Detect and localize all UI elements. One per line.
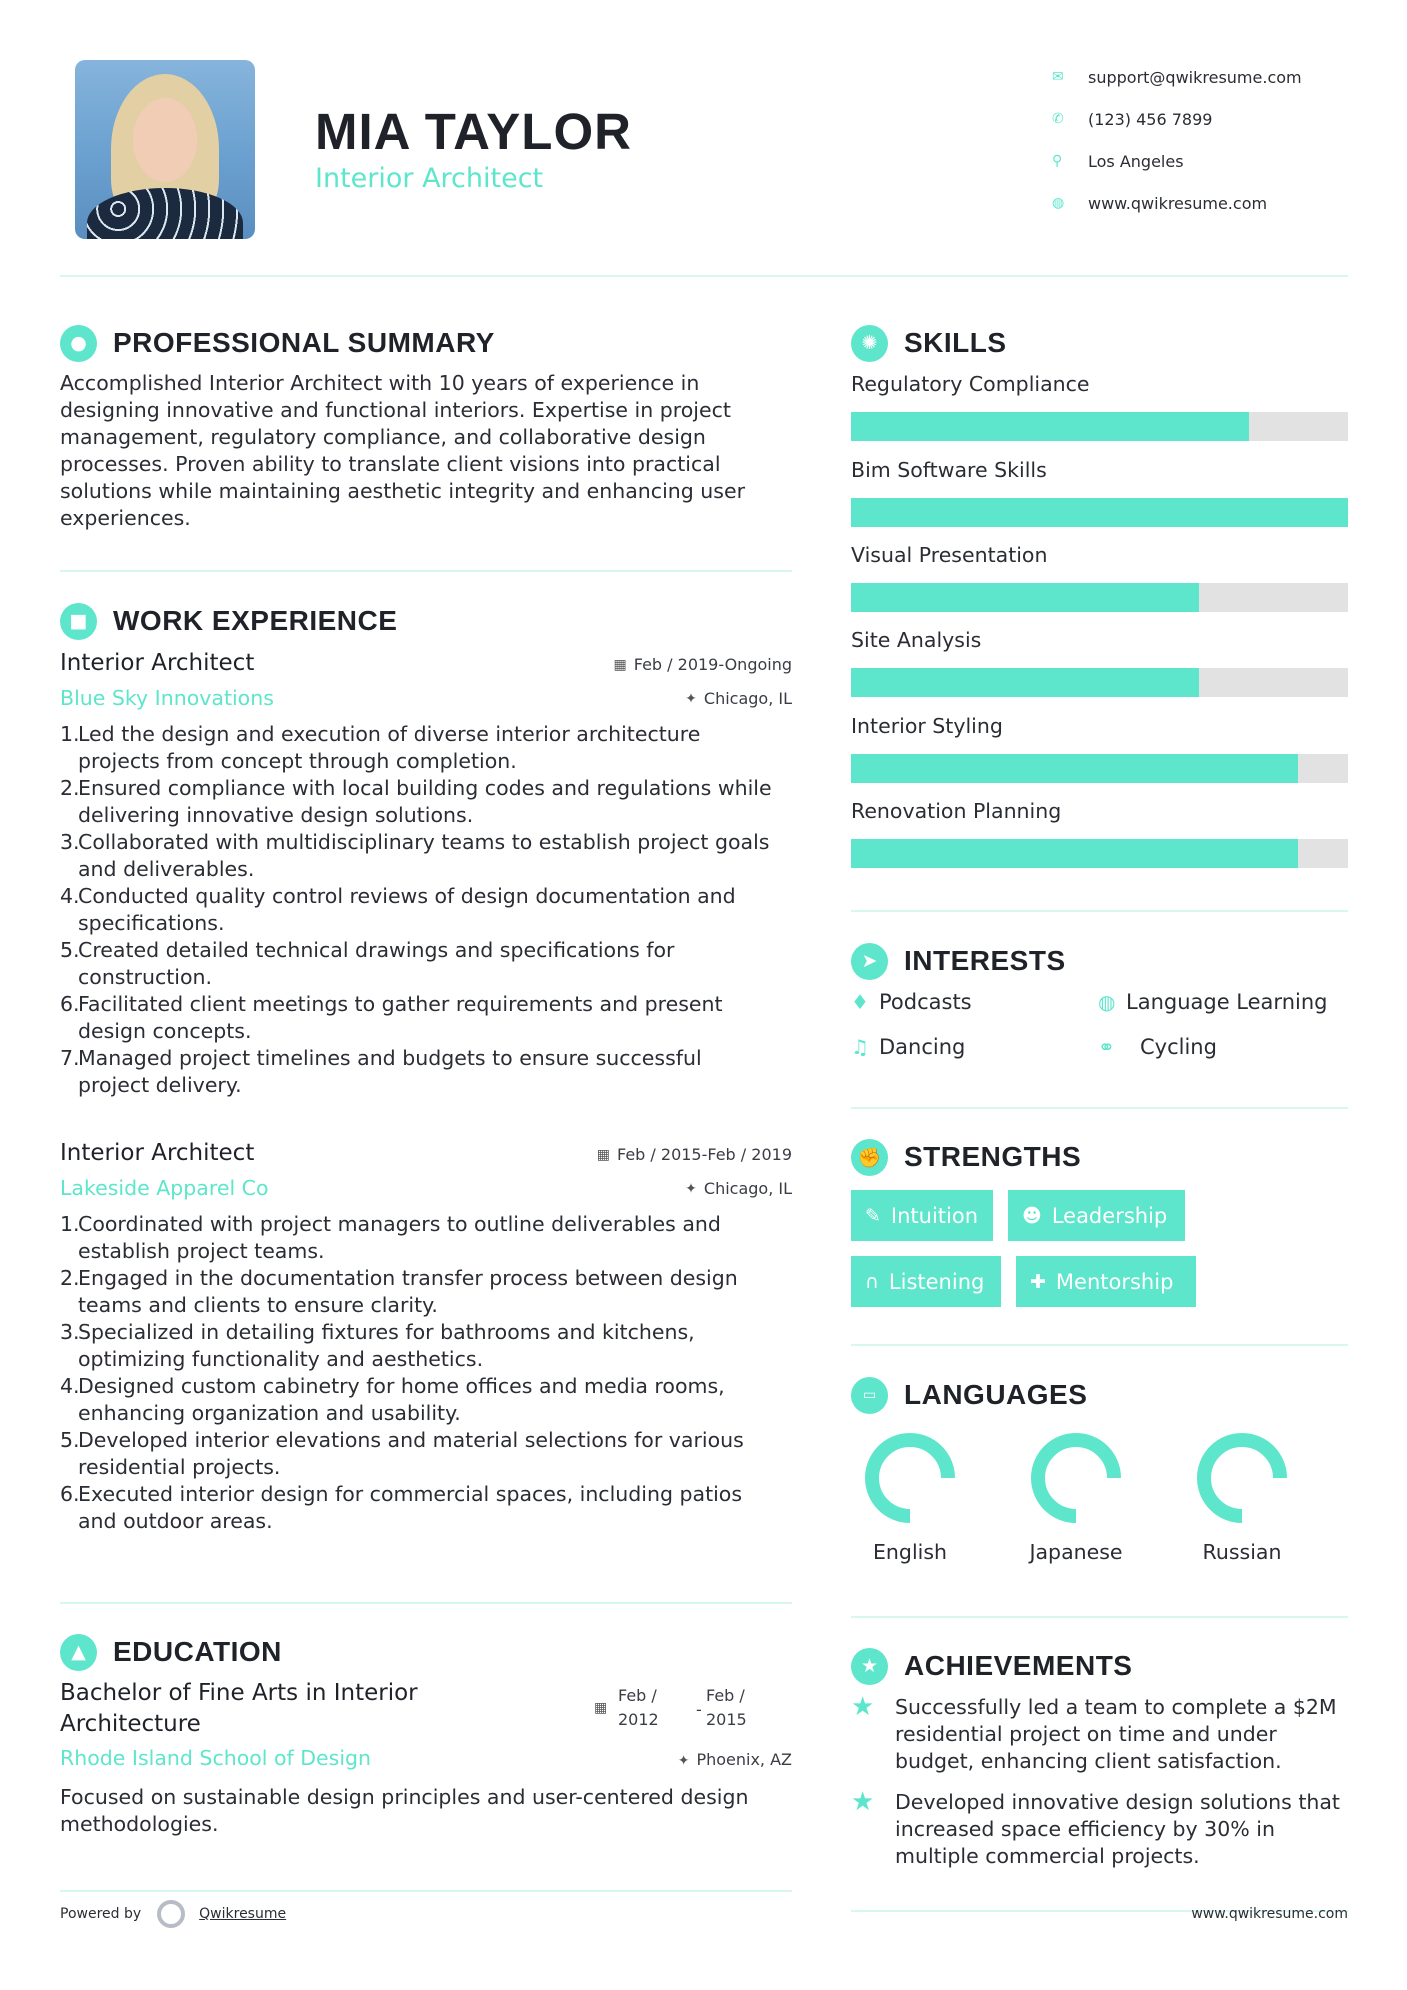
job-date <box>614 655 792 674</box>
interest-label: Cycling <box>1140 1035 1217 1059</box>
strength-label: Intuition <box>890 1203 979 1228</box>
work-heading <box>60 601 397 641</box>
list-number: 4. <box>60 884 80 908</box>
education-description <box>60 1784 748 1838</box>
users-icon: ☻ <box>1022 1204 1042 1227</box>
skill-bar-fill <box>851 754 1298 783</box>
list-item <box>60 937 792 991</box>
list-line: Engaged in the documentation transfer process between design <box>78 1266 738 1290</box>
list-line: specifications. <box>78 911 225 935</box>
skill-label: Renovation Planning <box>851 799 1062 823</box>
contact-location-text: Los Angeles <box>1088 151 1184 171</box>
contact-email[interactable] <box>1052 56 1352 98</box>
list-number: 5. <box>60 938 80 962</box>
achievement-line: budget, enhancing client satisfaction. <box>895 1749 1282 1773</box>
job-company: Lakeside Apparel Co <box>60 1176 269 1200</box>
language-label: Japanese <box>1029 1540 1123 1564</box>
contact-website-text: www.qwikresume.com <box>1088 193 1268 213</box>
list-item <box>60 1211 792 1265</box>
job-duties <box>60 721 792 1099</box>
summary-text <box>60 370 792 532</box>
strengths-heading-text: STRENGTHS <box>904 1141 1082 1172</box>
skills-divider <box>851 910 1348 912</box>
skill-bar <box>851 668 1348 697</box>
list-item <box>60 775 792 829</box>
job-location <box>685 1179 792 1198</box>
job-location-text: Chicago, IL <box>703 1179 792 1198</box>
strength-pill <box>851 1190 993 1241</box>
education-heading <box>60 1632 282 1672</box>
languages-heading-text: LANGUAGES <box>904 1379 1088 1410</box>
list-text <box>78 829 769 883</box>
summary-line: management, regulatory compliance, and collaborative design <box>60 425 706 449</box>
job-date <box>597 1145 792 1164</box>
school-name: Rhode Island School of Design <box>60 1746 372 1770</box>
language-item <box>1006 1428 1146 1564</box>
list-line: Coordinated with project managers to outline deliverables and <box>78 1212 721 1236</box>
list-text <box>78 1373 725 1427</box>
job-location <box>685 689 792 708</box>
education-start <box>618 1684 659 1732</box>
list-text <box>78 883 736 937</box>
skill-bar <box>851 412 1348 441</box>
list-line: Managed project timelines and budgets to ensure successful <box>78 1046 702 1070</box>
language-card-icon: ▭ <box>851 1377 888 1414</box>
summary-line: processes. Proven ability to translate client visions into practical <box>60 452 721 476</box>
education-location <box>678 1750 792 1769</box>
contact-location <box>1052 140 1352 182</box>
list-line: Ensured compliance with local building codes and regulations while <box>78 776 772 800</box>
music-note-icon: ♫ <box>851 1035 869 1059</box>
list-line: Developed interior elevations and material selections for various <box>78 1428 744 1452</box>
date-line: Feb / <box>706 1686 745 1705</box>
pin-icon: ✦ <box>685 690 697 707</box>
list-item <box>60 991 792 1045</box>
list-text <box>78 1481 742 1535</box>
date-line: 2012 <box>618 1710 659 1729</box>
graduation-icon: ▲ <box>60 1634 97 1671</box>
contact-phone-text: (123) 456 7899 <box>1088 109 1213 129</box>
skill-item <box>851 797 1348 868</box>
list-number: 7. <box>60 1046 80 1070</box>
summary-line: experiences. <box>60 506 191 530</box>
strengths-heading <box>851 1137 1081 1177</box>
interest-item <box>851 990 972 1014</box>
achievements-heading-text: ACHIEVEMENTS <box>904 1650 1133 1681</box>
skill-bar-fill <box>851 668 1199 697</box>
skill-item <box>851 456 1348 527</box>
skill-bar <box>851 839 1348 868</box>
job-location-text: Chicago, IL <box>703 689 792 708</box>
list-text <box>78 937 674 991</box>
language-label: Russian <box>1202 1540 1282 1564</box>
brand-link[interactable]: Qwikresume <box>199 1906 287 1922</box>
list-line: establish project teams. <box>78 1239 325 1263</box>
education-divider <box>60 1890 792 1892</box>
list-number: 3. <box>60 830 80 854</box>
list-item <box>60 1373 792 1427</box>
language-label: English <box>872 1540 948 1564</box>
skill-label: Interior Styling <box>851 714 1003 738</box>
description-line: methodologies. <box>60 1812 219 1836</box>
achievement-item <box>851 1694 1351 1775</box>
star-icon: ★ <box>851 1787 875 1817</box>
list-number: 6. <box>60 992 80 1016</box>
list-text <box>78 721 700 775</box>
list-line: Collaborated with multidisciplinary teams to establish project goals <box>78 830 770 854</box>
education-heading-text: EDUCATION <box>113 1636 282 1667</box>
skill-bar-fill <box>851 839 1298 868</box>
interest-label: Language Learning <box>1126 990 1328 1014</box>
contact-email-text: support@qwikresume.com <box>1088 67 1302 87</box>
language-gauge-arc <box>1038 1440 1114 1516</box>
bicycle-icon: ⚭ <box>1098 1035 1115 1059</box>
list-line: projects from concept through completion. <box>78 749 517 773</box>
list-item <box>60 1427 792 1481</box>
achievement-line: increased space efficiency by 30% in <box>895 1817 1275 1841</box>
pin-icon: ✦ <box>685 1180 697 1197</box>
list-text <box>78 991 723 1045</box>
date-separator: - <box>696 1700 702 1719</box>
list-item <box>60 1481 792 1535</box>
summary-line: designing innovative and functional interiors. Expertise in project <box>60 398 731 422</box>
magic-wand-icon: ✎ <box>865 1204 881 1227</box>
powered-by <box>60 1900 286 1928</box>
list-number: 6. <box>60 1482 80 1506</box>
interest-label: Dancing <box>879 1035 966 1059</box>
description-line: Focused on sustainable design principles and user-centered design <box>60 1785 749 1809</box>
list-line: construction. <box>78 965 213 989</box>
interests-heading-text: INTERESTS <box>904 945 1066 976</box>
calendar-icon: ▦ <box>594 1700 608 1716</box>
language-gauge-arc <box>872 1440 948 1516</box>
achievement-item <box>851 1789 1351 1870</box>
list-item <box>60 721 792 775</box>
summary-line: Accomplished Interior Architect with 10 years of experience in <box>60 371 700 395</box>
skill-bar <box>851 583 1348 612</box>
strength-pill <box>1016 1256 1196 1307</box>
language-gauge <box>860 1428 960 1528</box>
language-gauge <box>1192 1428 1292 1528</box>
languages-divider <box>851 1616 1348 1618</box>
list-number: 4. <box>60 1374 80 1398</box>
summary-heading <box>60 323 495 363</box>
list-line: residential projects. <box>78 1455 281 1479</box>
skill-bar-fill <box>851 412 1249 441</box>
list-line: and deliverables. <box>78 857 255 881</box>
achievement-line: multiple commercial projects. <box>895 1844 1200 1868</box>
achievement-line: Successfully led a team to complete a $2M <box>895 1695 1337 1719</box>
job-role: Interior Architect <box>60 1140 255 1166</box>
lightbulb-icon: ✺ <box>851 325 888 362</box>
list-number: 1. <box>60 1212 80 1236</box>
education-entry <box>60 1678 792 1838</box>
job-entry <box>60 645 792 1099</box>
achievements-heading <box>851 1646 1132 1686</box>
language-item <box>1172 1428 1312 1564</box>
interest-item <box>1098 1035 1217 1059</box>
profile-photo <box>75 60 255 239</box>
user-plus-icon: ✚ <box>1030 1270 1046 1293</box>
pin-icon: ✦ <box>677 1753 690 1769</box>
strength-pill <box>1008 1190 1185 1241</box>
job-date-text: Feb / 2019-Ongoing <box>633 655 792 674</box>
star-icon: ★ <box>851 1692 875 1722</box>
job-duties <box>60 1211 792 1535</box>
footer-url[interactable]: www.qwikresume.com <box>1191 1906 1348 1922</box>
interest-item <box>851 1035 965 1059</box>
list-text <box>78 1265 738 1319</box>
skill-label: Visual Presentation <box>851 543 1048 567</box>
degree-line: Bachelor of Fine Arts in Interior <box>60 1680 418 1706</box>
skill-bar-fill <box>851 583 1199 612</box>
list-text <box>78 1319 695 1373</box>
globe-icon: ◍ <box>1098 990 1116 1014</box>
list-text <box>78 1427 744 1481</box>
calendar-icon: ▦ <box>613 656 627 673</box>
strengths-divider <box>851 1344 1348 1346</box>
star-badge-icon: ★ <box>851 1648 888 1685</box>
strength-label: Listening <box>888 1269 985 1294</box>
candidate-name: MIA TAYLOR <box>315 103 632 160</box>
skill-item <box>851 541 1348 612</box>
list-item <box>60 1045 792 1099</box>
list-line: teams and clients to ensure clarity. <box>78 1293 438 1317</box>
location-pin-icon: ⚲ <box>1052 153 1063 169</box>
list-line: delivering innovative design solutions. <box>78 803 474 827</box>
list-number: 3. <box>60 1320 80 1344</box>
skill-item <box>851 370 1348 441</box>
paper-plane-icon: ➤ <box>851 943 888 980</box>
contact-website[interactable] <box>1052 182 1352 224</box>
work-heading-text: WORK EXPERIENCE <box>113 605 398 636</box>
skill-bar-fill <box>851 498 1348 527</box>
languages-heading <box>851 1375 1087 1415</box>
work-divider <box>60 1602 792 1604</box>
date-line: 2015 <box>706 1710 747 1729</box>
degree-line: Architecture <box>60 1711 201 1737</box>
skill-item <box>851 626 1348 697</box>
strength-label: Leadership <box>1051 1203 1168 1228</box>
list-line: and outdoor areas. <box>78 1509 273 1533</box>
job-company: Blue Sky Innovations <box>60 686 274 710</box>
powered-by-label: Powered by <box>60 1906 142 1922</box>
skill-item <box>851 712 1348 783</box>
skill-bar <box>851 754 1348 783</box>
skills-heading <box>851 323 1007 363</box>
date-line: Feb / <box>618 1686 657 1705</box>
summary-line: solutions while maintaining aesthetic integrity and enhancing user <box>60 479 745 503</box>
skill-label: Site Analysis <box>851 628 982 652</box>
skills-heading-text: SKILLS <box>904 327 1007 358</box>
list-line: Designed custom cabinetry for home offices and media rooms, <box>78 1374 725 1398</box>
job-entry <box>60 1135 792 1535</box>
degree-title <box>60 1678 792 1740</box>
list-line: Executed interior design for commercial spaces, including patios <box>78 1482 743 1506</box>
briefcase-icon: ■ <box>60 603 97 640</box>
job-role: Interior Architect <box>60 650 255 676</box>
list-text <box>78 1211 721 1265</box>
list-item <box>60 1319 792 1373</box>
list-item <box>60 829 792 883</box>
list-line: design concepts. <box>78 1019 252 1043</box>
list-line: optimizing functionality and aesthetics. <box>78 1347 484 1371</box>
list-line: Specialized in detailing fixtures for bathrooms and kitchens, <box>78 1320 695 1344</box>
achievement-text <box>895 1789 1340 1870</box>
summary-heading-text: PROFESSIONAL SUMMARY <box>113 327 495 358</box>
list-text <box>78 1045 702 1099</box>
globe-icon: ◍ <box>1052 195 1065 211</box>
interest-label: Podcasts <box>879 990 972 1014</box>
calendar-icon: ▦ <box>596 1146 610 1163</box>
candidate-title: Interior Architect <box>315 163 544 194</box>
list-number: 1. <box>60 722 80 746</box>
photo-face <box>133 98 197 182</box>
language-gauge <box>1026 1428 1126 1528</box>
achievement-line: Developed innovative design solutions that <box>895 1790 1340 1814</box>
list-number: 2. <box>60 1266 80 1290</box>
microphone-icon: ♦ <box>851 990 869 1014</box>
fist-icon: ✊ <box>851 1139 888 1176</box>
list-number: 2. <box>60 776 80 800</box>
list-line: Led the design and execution of diverse interior architecture <box>78 722 701 746</box>
achievement-line: residential project on time and under <box>895 1722 1277 1746</box>
strength-label: Mentorship <box>1055 1269 1174 1294</box>
achievement-text <box>895 1694 1337 1775</box>
language-item <box>840 1428 980 1564</box>
interests-divider <box>851 1107 1348 1109</box>
header-divider <box>60 275 1348 277</box>
photo-shirt <box>87 188 243 239</box>
list-item <box>60 1265 792 1319</box>
skill-label: Regulatory Compliance <box>851 372 1090 396</box>
strength-pill <box>851 1256 1001 1307</box>
envelope-icon: ✉ <box>1052 69 1064 85</box>
list-line: Created detailed technical drawings and specifications for <box>78 938 675 962</box>
education-location-text: Phoenix, AZ <box>696 1750 792 1769</box>
list-line: Conducted quality control reviews of design documentation and <box>78 884 736 908</box>
language-gauge-arc <box>1204 1440 1280 1516</box>
list-number: 5. <box>60 1428 80 1452</box>
interest-item <box>1098 990 1327 1014</box>
skill-bar <box>851 498 1348 527</box>
skill-label: Bim Software Skills <box>851 458 1047 482</box>
list-line: Facilitated client meetings to gather requirements and present <box>78 992 723 1016</box>
education-end <box>706 1684 747 1732</box>
list-text <box>78 775 772 829</box>
list-line: project delivery. <box>78 1073 242 1097</box>
qwikresume-logo-icon <box>157 1900 185 1928</box>
contact-phone[interactable] <box>1052 98 1352 140</box>
phone-icon: ✆ <box>1052 111 1064 127</box>
interests-heading <box>851 941 1066 981</box>
summary-divider <box>60 570 792 572</box>
headphones-icon: ∩ <box>865 1270 879 1293</box>
contact-list <box>1052 56 1352 224</box>
list-line: enhancing organization and usability. <box>78 1401 461 1425</box>
list-item <box>60 883 792 937</box>
job-date-text: Feb / 2015-Feb / 2019 <box>617 1145 792 1164</box>
user-icon: ● <box>60 325 97 362</box>
